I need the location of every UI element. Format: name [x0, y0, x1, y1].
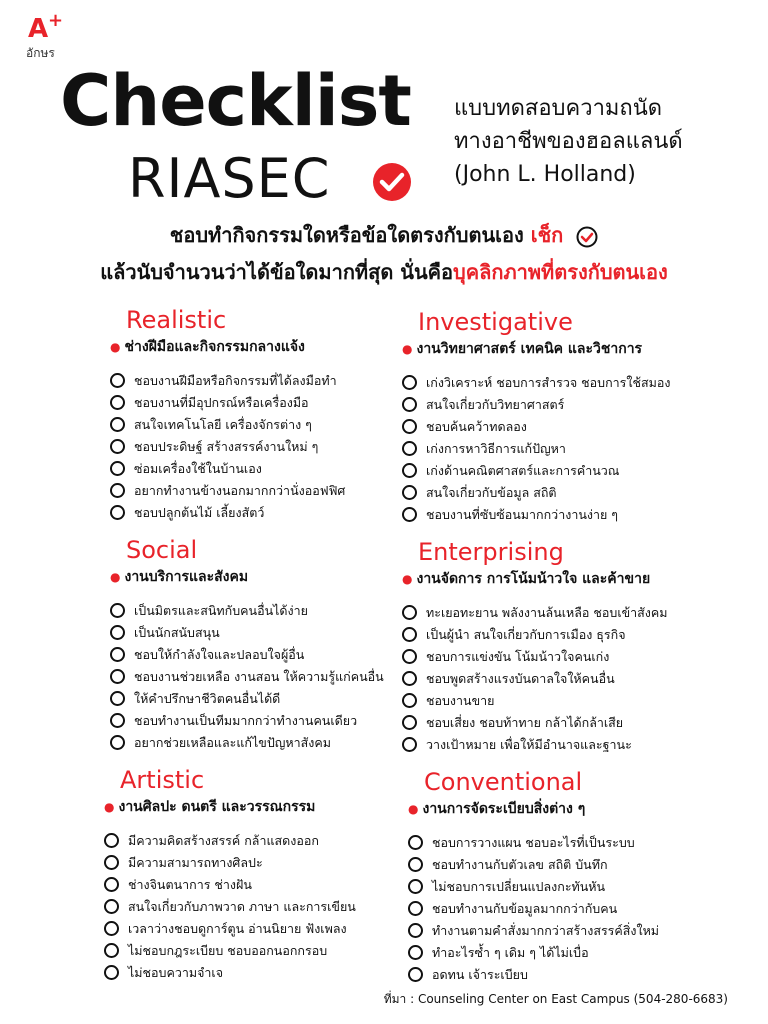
- section-subtitle-text: งานศิลปะ ดนตรี และวรรณกรรม: [118, 799, 316, 815]
- instruction-check-word: เช็ก: [530, 223, 564, 247]
- checkbox-circle-icon[interactable]: [104, 921, 119, 936]
- checklist-item-label: ไม่ชอบการเปลี่ยนแปลงกะทันหัน: [432, 879, 606, 894]
- checklist-item[interactable]: [104, 830, 454, 852]
- checklist-item[interactable]: [408, 920, 758, 942]
- checklist-item-label: ชอบทำงานเป็นทีมมากกว่าทำงานคนเดียว: [134, 713, 358, 728]
- checkbox-circle-icon[interactable]: [104, 965, 119, 980]
- bullet-icon: ●: [104, 800, 115, 814]
- checkbox-circle-icon[interactable]: [402, 375, 417, 390]
- checklist-item-label: ไม่ชอบความจำเจ: [128, 965, 224, 980]
- checklist-item-label: ชอบงานที่ซับซ้อนมากกว่างานง่าย ๆ: [426, 507, 619, 522]
- checkbox-circle-icon[interactable]: [110, 461, 125, 476]
- checklist-item-label: ชอบค้นคว้าทดลอง: [426, 419, 527, 434]
- checkbox-circle-icon[interactable]: [104, 833, 119, 848]
- checklist-item-label: ทำอะไรซ้ำ ๆ เดิม ๆ ได้ไม่เบื่อ: [432, 945, 589, 960]
- checklist-item-label: เป็นนักสนับสนุน: [134, 625, 220, 640]
- checklist-item[interactable]: [104, 874, 454, 896]
- checkbox-circle-icon[interactable]: [110, 439, 125, 454]
- checklist-item-label: ชอบการแข่งขัน โน้มน้าวใจคนเก่ง: [426, 649, 610, 664]
- checklist-item[interactable]: [408, 964, 758, 986]
- checklist-item[interactable]: [408, 898, 758, 920]
- checkbox-circle-icon[interactable]: [110, 735, 125, 750]
- checkbox-circle-icon[interactable]: [402, 605, 417, 620]
- checkbox-circle-icon[interactable]: [110, 395, 125, 410]
- brand-logo: [26, 10, 70, 64]
- section-subtitle-text: งานจัดการ การโน้มน้าวใจ และค้าขาย: [416, 571, 651, 587]
- checkbox-circle-icon[interactable]: [104, 943, 119, 958]
- checklist-item[interactable]: [408, 854, 758, 876]
- checklist-item-label: ช่างจินตนาการ ช่างฝัน: [128, 877, 252, 892]
- checklist-item[interactable]: [402, 438, 752, 460]
- brand-plus: +: [48, 10, 64, 31]
- checkbox-circle-icon[interactable]: [110, 373, 125, 388]
- checklist-item-label: สนใจเกี่ยวกับภาพวาด ภาษา และการเขียน: [128, 899, 356, 914]
- section-subtitle: [104, 800, 454, 822]
- page-title: Checklist: [60, 60, 411, 142]
- section-subtitle: [408, 802, 758, 824]
- checklist-item-label: เก่งด้านคณิตศาสตร์และการคำนวณ: [426, 463, 620, 478]
- checkbox-circle-icon[interactable]: [408, 901, 423, 916]
- checklist-item[interactable]: [408, 832, 758, 854]
- checklist-item[interactable]: [402, 712, 752, 734]
- section-subtitle: [402, 572, 752, 594]
- source-credit: ที่มา : Counseling Center on East Campus (504-280-6683): [383, 992, 728, 1006]
- instruction-text-2: แล้วนับจำนวนว่าได้ข้อใดมากที่สุด นั่นคือ: [100, 260, 453, 284]
- instruction-line-1: [0, 225, 768, 248]
- bullet-icon: ●: [402, 342, 413, 356]
- checklist-item-label: มีความสามารถทางศิลปะ: [128, 855, 263, 870]
- section-subtitle-text: งานบริการและสังคม: [124, 569, 249, 585]
- checkbox-circle-icon[interactable]: [110, 625, 125, 640]
- header-line-1: แบบทดสอบความถนัด: [454, 96, 663, 121]
- checklist-item-label: ทะเยอทะยาน พลังงานล้นเหลือ ชอบเข้าสังคม: [426, 605, 668, 620]
- checklist: [402, 372, 752, 526]
- checkbox-circle-icon[interactable]: [408, 967, 423, 982]
- bullet-icon: ●: [408, 802, 419, 816]
- brand-name: อักษร: [26, 46, 55, 60]
- checklist-item[interactable]: [408, 942, 758, 964]
- section-title: Investigative: [418, 308, 573, 336]
- checklist-item-label: อยากช่วยเหลือและแก้ไขปัญหาสังคม: [134, 735, 331, 750]
- checklist-item[interactable]: [402, 416, 752, 438]
- section-artistic: [104, 768, 454, 984]
- header-line-2: ทางอาชีพของฮอลแลนด์: [454, 129, 683, 154]
- checklist-item[interactable]: [402, 504, 752, 526]
- section-title: Artistic: [120, 766, 205, 794]
- checklist-item-label: เก่งการหาวิธีการแก้ปัญหา: [426, 441, 566, 456]
- checklist: [104, 830, 454, 984]
- checkbox-circle-icon[interactable]: [104, 855, 119, 870]
- checklist-item-label: ชอบงานฝีมือหรือกิจกรรมที่ได้ลงมือทำ: [134, 373, 337, 388]
- header-line-3: (John L. Holland): [454, 162, 636, 187]
- checklist-item[interactable]: [402, 482, 752, 504]
- checklist-item-label: เป็นมิตรและสนิทกับคนอื่นได้ง่าย: [134, 603, 308, 618]
- checklist-item-label: เป็นผู้นำ สนใจเกี่ยวกับการเมือง ธุรกิจ: [426, 627, 626, 642]
- header-description: [454, 92, 683, 191]
- checklist-item-label: ชอบให้กำลังใจและปลอบใจผู้อื่น: [134, 647, 305, 662]
- check-badge-icon: [372, 162, 412, 202]
- brand-mark: A: [28, 14, 49, 44]
- checkbox-circle-icon[interactable]: [408, 857, 423, 872]
- checklist: [408, 832, 758, 986]
- checklist-item[interactable]: [402, 394, 752, 416]
- checklist-item-label: วางเป้าหมาย เพื่อให้มีอำนาจและฐานะ: [426, 737, 632, 752]
- checklist-item-label: ชอบงานช่วยเหลือ งานสอน ให้ความรู้แก่คนอื่น: [134, 669, 384, 684]
- bullet-icon: ●: [402, 572, 413, 586]
- checkbox-circle-icon[interactable]: [402, 507, 417, 522]
- checkbox-circle-icon[interactable]: [402, 397, 417, 412]
- checklist-item-label: มีความคิดสร้างสรรค์ กล้าแสดงออก: [128, 833, 319, 848]
- checklist-item-label: เก่งวิเคราะห์ ชอบการสำรวจ ชอบการใช้สมอง: [426, 375, 671, 390]
- checkbox-circle-icon[interactable]: [402, 649, 417, 664]
- checkbox-circle-icon[interactable]: [402, 463, 417, 478]
- checkbox-circle-icon[interactable]: [408, 879, 423, 894]
- instruction-highlight: บุคลิกภาพที่ตรงกับตนเอง: [453, 260, 668, 284]
- checklist-item[interactable]: [104, 852, 454, 874]
- section-title: Social: [126, 536, 198, 564]
- checklist-item-label: ชอบพูดสร้างแรงบันดาลใจให้คนอื่น: [426, 671, 615, 686]
- checklist-item[interactable]: [104, 940, 454, 962]
- checklist: [402, 602, 752, 756]
- checkbox-circle-icon[interactable]: [104, 899, 119, 914]
- section-conventional: [408, 770, 758, 986]
- checklist-item[interactable]: [402, 690, 752, 712]
- checklist-item-label: สนใจเกี่ยวกับวิทยาศาสตร์: [426, 397, 565, 412]
- section-subtitle: [402, 342, 752, 364]
- checkbox-circle-icon[interactable]: [104, 877, 119, 892]
- checklist-item[interactable]: [402, 372, 752, 394]
- checkbox-circle-icon[interactable]: [110, 603, 125, 618]
- checklist-item-label: ซ่อมเครื่องใช้ในบ้านเอง: [134, 461, 262, 476]
- checklist-item-label: ไม่ชอบกฎระเบียบ ชอบออกนอกกรอบ: [128, 943, 328, 958]
- checklist-item-label: ชอบงานขาย: [426, 693, 495, 708]
- checklist-item-label: ชอบเสี่ยง ชอบท้าทาย กล้าได้กล้าเสีย: [426, 715, 624, 730]
- checklist-item-label: ชอบประดิษฐ์ สร้างสรรค์งานใหม่ ๆ: [134, 439, 319, 454]
- section-subtitle-text: ช่างฝีมือและกิจกรรมกลางแจ้ง: [124, 339, 305, 355]
- section-enterprising: [402, 540, 752, 756]
- checklist-item-label: ชอบทำงานกับตัวเลข สถิติ บันทึก: [432, 857, 608, 872]
- checklist-item[interactable]: [402, 668, 752, 690]
- checklist-item[interactable]: [104, 896, 454, 918]
- checklist-item[interactable]: [402, 460, 752, 482]
- checklist-item[interactable]: [402, 602, 752, 624]
- instruction-line-2: [0, 262, 768, 282]
- checklist-item-label: ชอบการวางแผน ชอบอะไรที่เป็นระบบ: [432, 835, 635, 850]
- section-title: Realistic: [126, 306, 227, 334]
- checkbox-circle-icon[interactable]: [408, 923, 423, 938]
- checkbox-circle-icon[interactable]: [402, 627, 417, 642]
- checklist-item-label: อดทน เจ้าระเบียบ: [432, 967, 528, 982]
- checklist-item[interactable]: [402, 734, 752, 756]
- checklist-item-label: ชอบงานที่มีอุปกรณ์หรือเครื่องมือ: [134, 395, 309, 410]
- checklist-item[interactable]: [408, 876, 758, 898]
- instruction-text-1: ชอบทำกิจกรรมใดหรือข้อใดตรงกับตนเอง: [169, 223, 524, 247]
- check-circle-icon: [576, 226, 598, 248]
- checklist-item-label: ชอบทำงานกับข้อมูลมากกว่ากับคน: [432, 901, 618, 916]
- section-title: Conventional: [424, 768, 583, 796]
- checklist-item[interactable]: [104, 962, 454, 984]
- checkbox-circle-icon[interactable]: [408, 945, 423, 960]
- checklist-item-label: สนใจเทคโนโลยี เครื่องจักรต่าง ๆ: [134, 417, 312, 432]
- checkbox-circle-icon[interactable]: [402, 715, 417, 730]
- checkbox-circle-icon[interactable]: [402, 485, 417, 500]
- bullet-icon: ●: [110, 340, 121, 354]
- checklist-item[interactable]: [402, 646, 752, 668]
- checkbox-circle-icon[interactable]: [402, 419, 417, 434]
- checkbox-circle-icon[interactable]: [110, 691, 125, 706]
- checklist-item-label: สนใจเกี่ยวกับข้อมูล สถิติ: [426, 485, 557, 500]
- checkbox-circle-icon[interactable]: [110, 713, 125, 728]
- checklist-item-label: อยากทำงานข้างนอกมากกว่านั่งออฟฟิศ: [134, 483, 346, 498]
- page-subtitle: RIASEC: [128, 147, 331, 210]
- checkbox-circle-icon[interactable]: [110, 483, 125, 498]
- checkbox-circle-icon[interactable]: [110, 669, 125, 684]
- checkbox-circle-icon[interactable]: [110, 417, 125, 432]
- checklist-item-label: ให้คำปรึกษาชีวิตคนอื่นได้ดี: [134, 691, 281, 706]
- section-investigative: [402, 310, 752, 526]
- checklist-item-label: ชอบปลูกต้นไม้ เลี้ยงสัตว์: [134, 505, 265, 520]
- checkbox-circle-icon[interactable]: [402, 441, 417, 456]
- checkbox-circle-icon[interactable]: [402, 737, 417, 752]
- checklist-item-label: เวลาว่างชอบดูการ์ตูน อ่านนิยาย ฟังเพลง: [128, 921, 347, 936]
- checkbox-circle-icon[interactable]: [110, 647, 125, 662]
- checklist-item[interactable]: [104, 918, 454, 940]
- section-subtitle-text: งานการจัดระเบียบสิ่งต่าง ๆ: [422, 801, 586, 817]
- checklist-item[interactable]: [402, 624, 752, 646]
- checkbox-circle-icon[interactable]: [402, 693, 417, 708]
- checklist-item-label: ทำงานตามคำสั่งมากกว่าสร้างสรรค์สิ่งใหม่: [432, 923, 660, 938]
- bullet-icon: ●: [110, 570, 121, 584]
- checkbox-circle-icon[interactable]: [402, 671, 417, 686]
- checkbox-circle-icon[interactable]: [110, 505, 125, 520]
- section-subtitle-text: งานวิทยาศาสตร์ เทคนิค และวิชาการ: [416, 341, 643, 357]
- section-title: Enterprising: [418, 538, 564, 566]
- checkbox-circle-icon[interactable]: [408, 835, 423, 850]
